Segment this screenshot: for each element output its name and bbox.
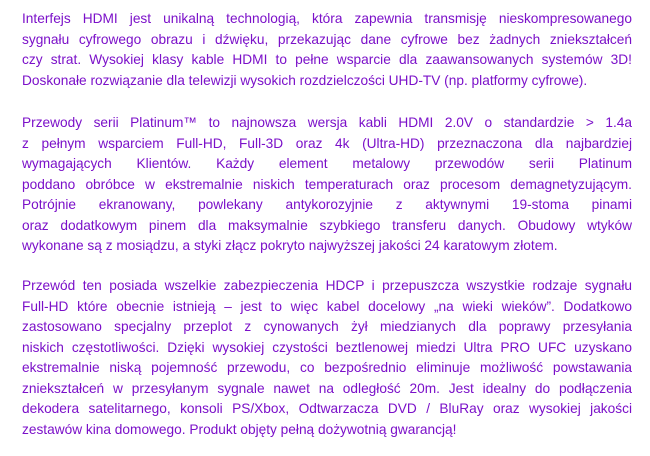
text-line: poddano obróbce w ekstremalnie niskich temperaturach oraz procesom demagnetyzującym. bbox=[22, 176, 632, 192]
text-line: Potrójnie ekranowany, powlekany antykorozyjnie z aktywnymi 19-stoma pinami bbox=[22, 197, 632, 212]
text-line: wymagających Klientów. Każdy element metalowy przewodów serii Platinum bbox=[22, 156, 632, 171]
text-line: dekodera satelitarnego, konsoli PS/Xbox, Odtwarzacza DVD / BluRay oraz wysokiej jakości bbox=[22, 401, 632, 416]
text-line: niskich częstotliwości. Dzięki wysokiej czystości beztlenowej miedzi Ultra PRO UFC uzyskano bbox=[22, 339, 632, 355]
text-line: Przewód ten posiada wszelkie zabezpieczenia HDCP i przepuszcza wszystkie rodzaje sygnału bbox=[22, 278, 632, 293]
text-line: zniekształceń w przesyłanym sygnale nawet na odległość 20m. Jest idealny do podłączenia bbox=[22, 380, 632, 396]
text-line: Przewody serii Platinum™ to najnowsza wersja kabli HDMI 2.0V o standardzie > 1.4a bbox=[22, 115, 632, 130]
paragraph-platinum-series bbox=[22, 113, 632, 257]
text-line: Full-HD które obecnie istnieją – jest to więc kabel docelowy „na wieki wieków”. Dodatkowo bbox=[22, 298, 632, 314]
text-line: Interfejs HDMI jest unikalną technologią, która zapewnia transmisję nieskompresowanego bbox=[22, 11, 632, 26]
text-line: Doskonałe rozwiązanie dla telewizji wysokich rozdzielczości UHD-TV (np. platformy cyfrowe). bbox=[22, 72, 588, 88]
paragraph-hdcp-protection bbox=[22, 276, 632, 440]
text-line: sygnału cyfrowego obrazu i dźwięku, przekazując dane cyfrowe bez żadnych zniekształceń bbox=[22, 31, 632, 47]
text-line: zastosowano specjalny przeplot z cynowanych żył miedzianych dla poprawy przesyłania bbox=[22, 319, 632, 334]
text-line: zestawów kina domowego. Produkt objęty pełną dożywotnią gwarancją! bbox=[22, 421, 457, 437]
text-line: z pełnym wsparciem Full-HD, Full-3D oraz 4k (Ultra-HD) przeznaczona dla najbardziej bbox=[22, 135, 632, 151]
text-line: wykonane są z mosiądzu, a styki złącz pokryto najwyższej jakości 24 karatowym złotem. bbox=[22, 238, 558, 253]
text-line: ekstremalnie niską pojemność przewodu, co bezpośrednio eliminuje możliwość powstawania bbox=[22, 360, 632, 375]
text-line: oraz dodatkowym pinem dla maksymalnie szybkiego transferu danych. Obudowy wtyków bbox=[22, 217, 632, 233]
text-line: czy strat. Wysokiej klasy kable HDMI to pełne wsparcie dla zaawansowanych systemów 3D! bbox=[22, 52, 632, 67]
paragraph-hdmi-interface bbox=[22, 9, 632, 91]
